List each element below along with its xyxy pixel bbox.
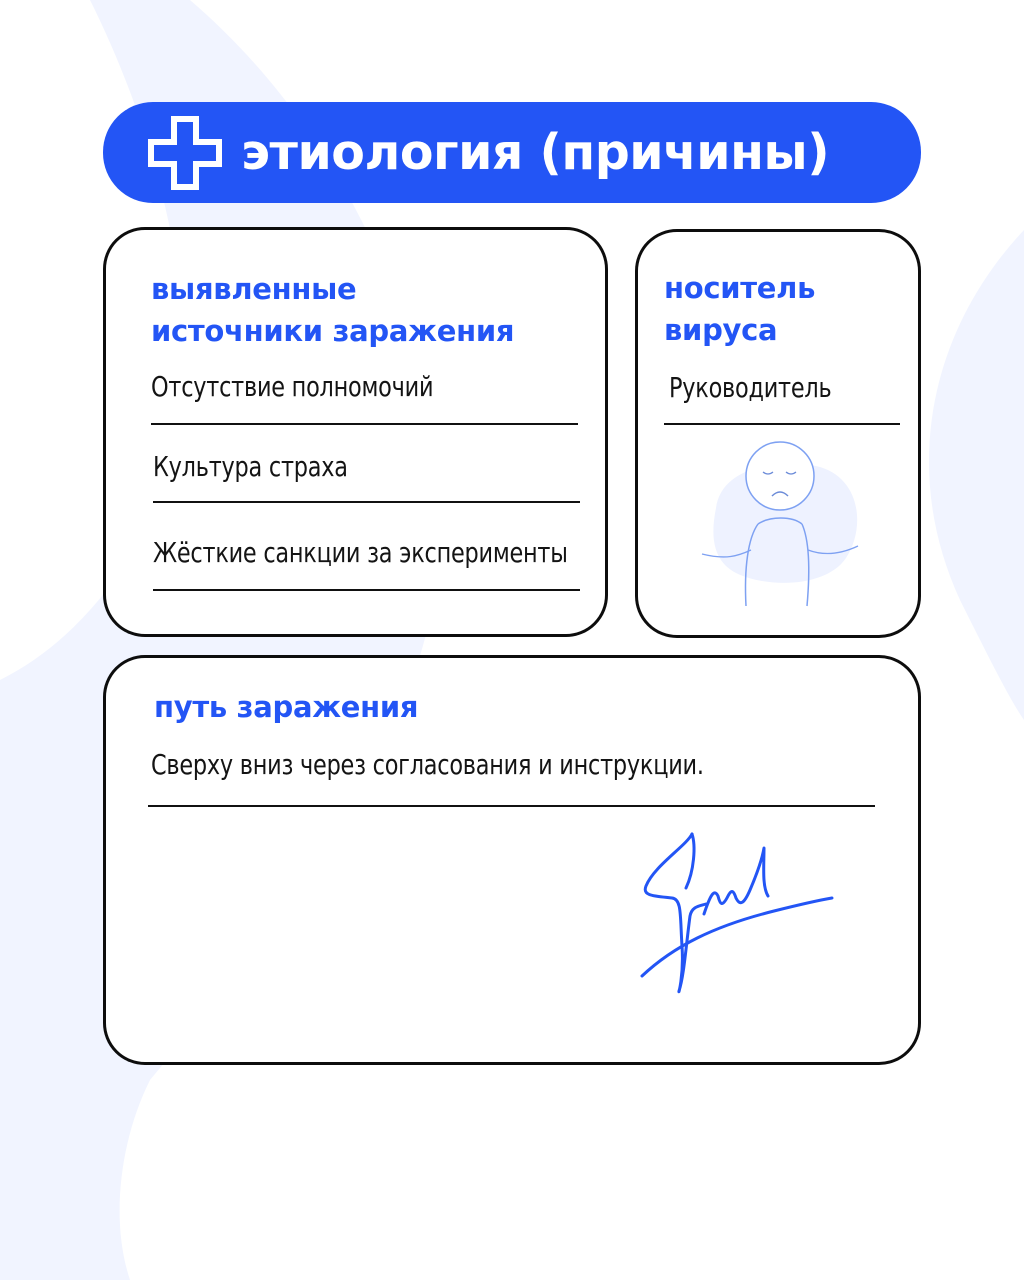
- divider: [153, 589, 580, 591]
- title-banner: [103, 102, 921, 203]
- source-item: Культура страха: [153, 450, 348, 483]
- carrier-card: [635, 229, 921, 638]
- route-heading: путь заражения: [154, 690, 419, 724]
- divider: [153, 501, 580, 503]
- carrier-heading: [664, 267, 815, 351]
- sources-heading-line1: выявленные: [151, 272, 357, 306]
- source-item: Жёсткие санкции за эксперименты: [153, 536, 568, 569]
- divider: [148, 805, 875, 807]
- route-card: [103, 655, 921, 1065]
- divider: [664, 423, 900, 425]
- sources-heading-line2: источники заражения: [151, 314, 515, 348]
- signature-icon: [634, 826, 834, 1036]
- sad-person-icon: [696, 438, 866, 608]
- sources-heading: [151, 268, 514, 352]
- carrier-heading-line2: вируса: [664, 313, 778, 347]
- carrier-heading-line1: носитель: [664, 271, 816, 305]
- carrier-value: Руководитель: [669, 371, 832, 404]
- medical-cross-icon: [147, 115, 223, 191]
- divider: [151, 423, 578, 425]
- source-item: Отсутствие полномочий: [151, 370, 434, 403]
- route-value: Сверху вниз через согласования и инструкции.: [151, 748, 704, 781]
- page-title: этиология (причины): [241, 124, 830, 181]
- sources-card: [103, 227, 608, 637]
